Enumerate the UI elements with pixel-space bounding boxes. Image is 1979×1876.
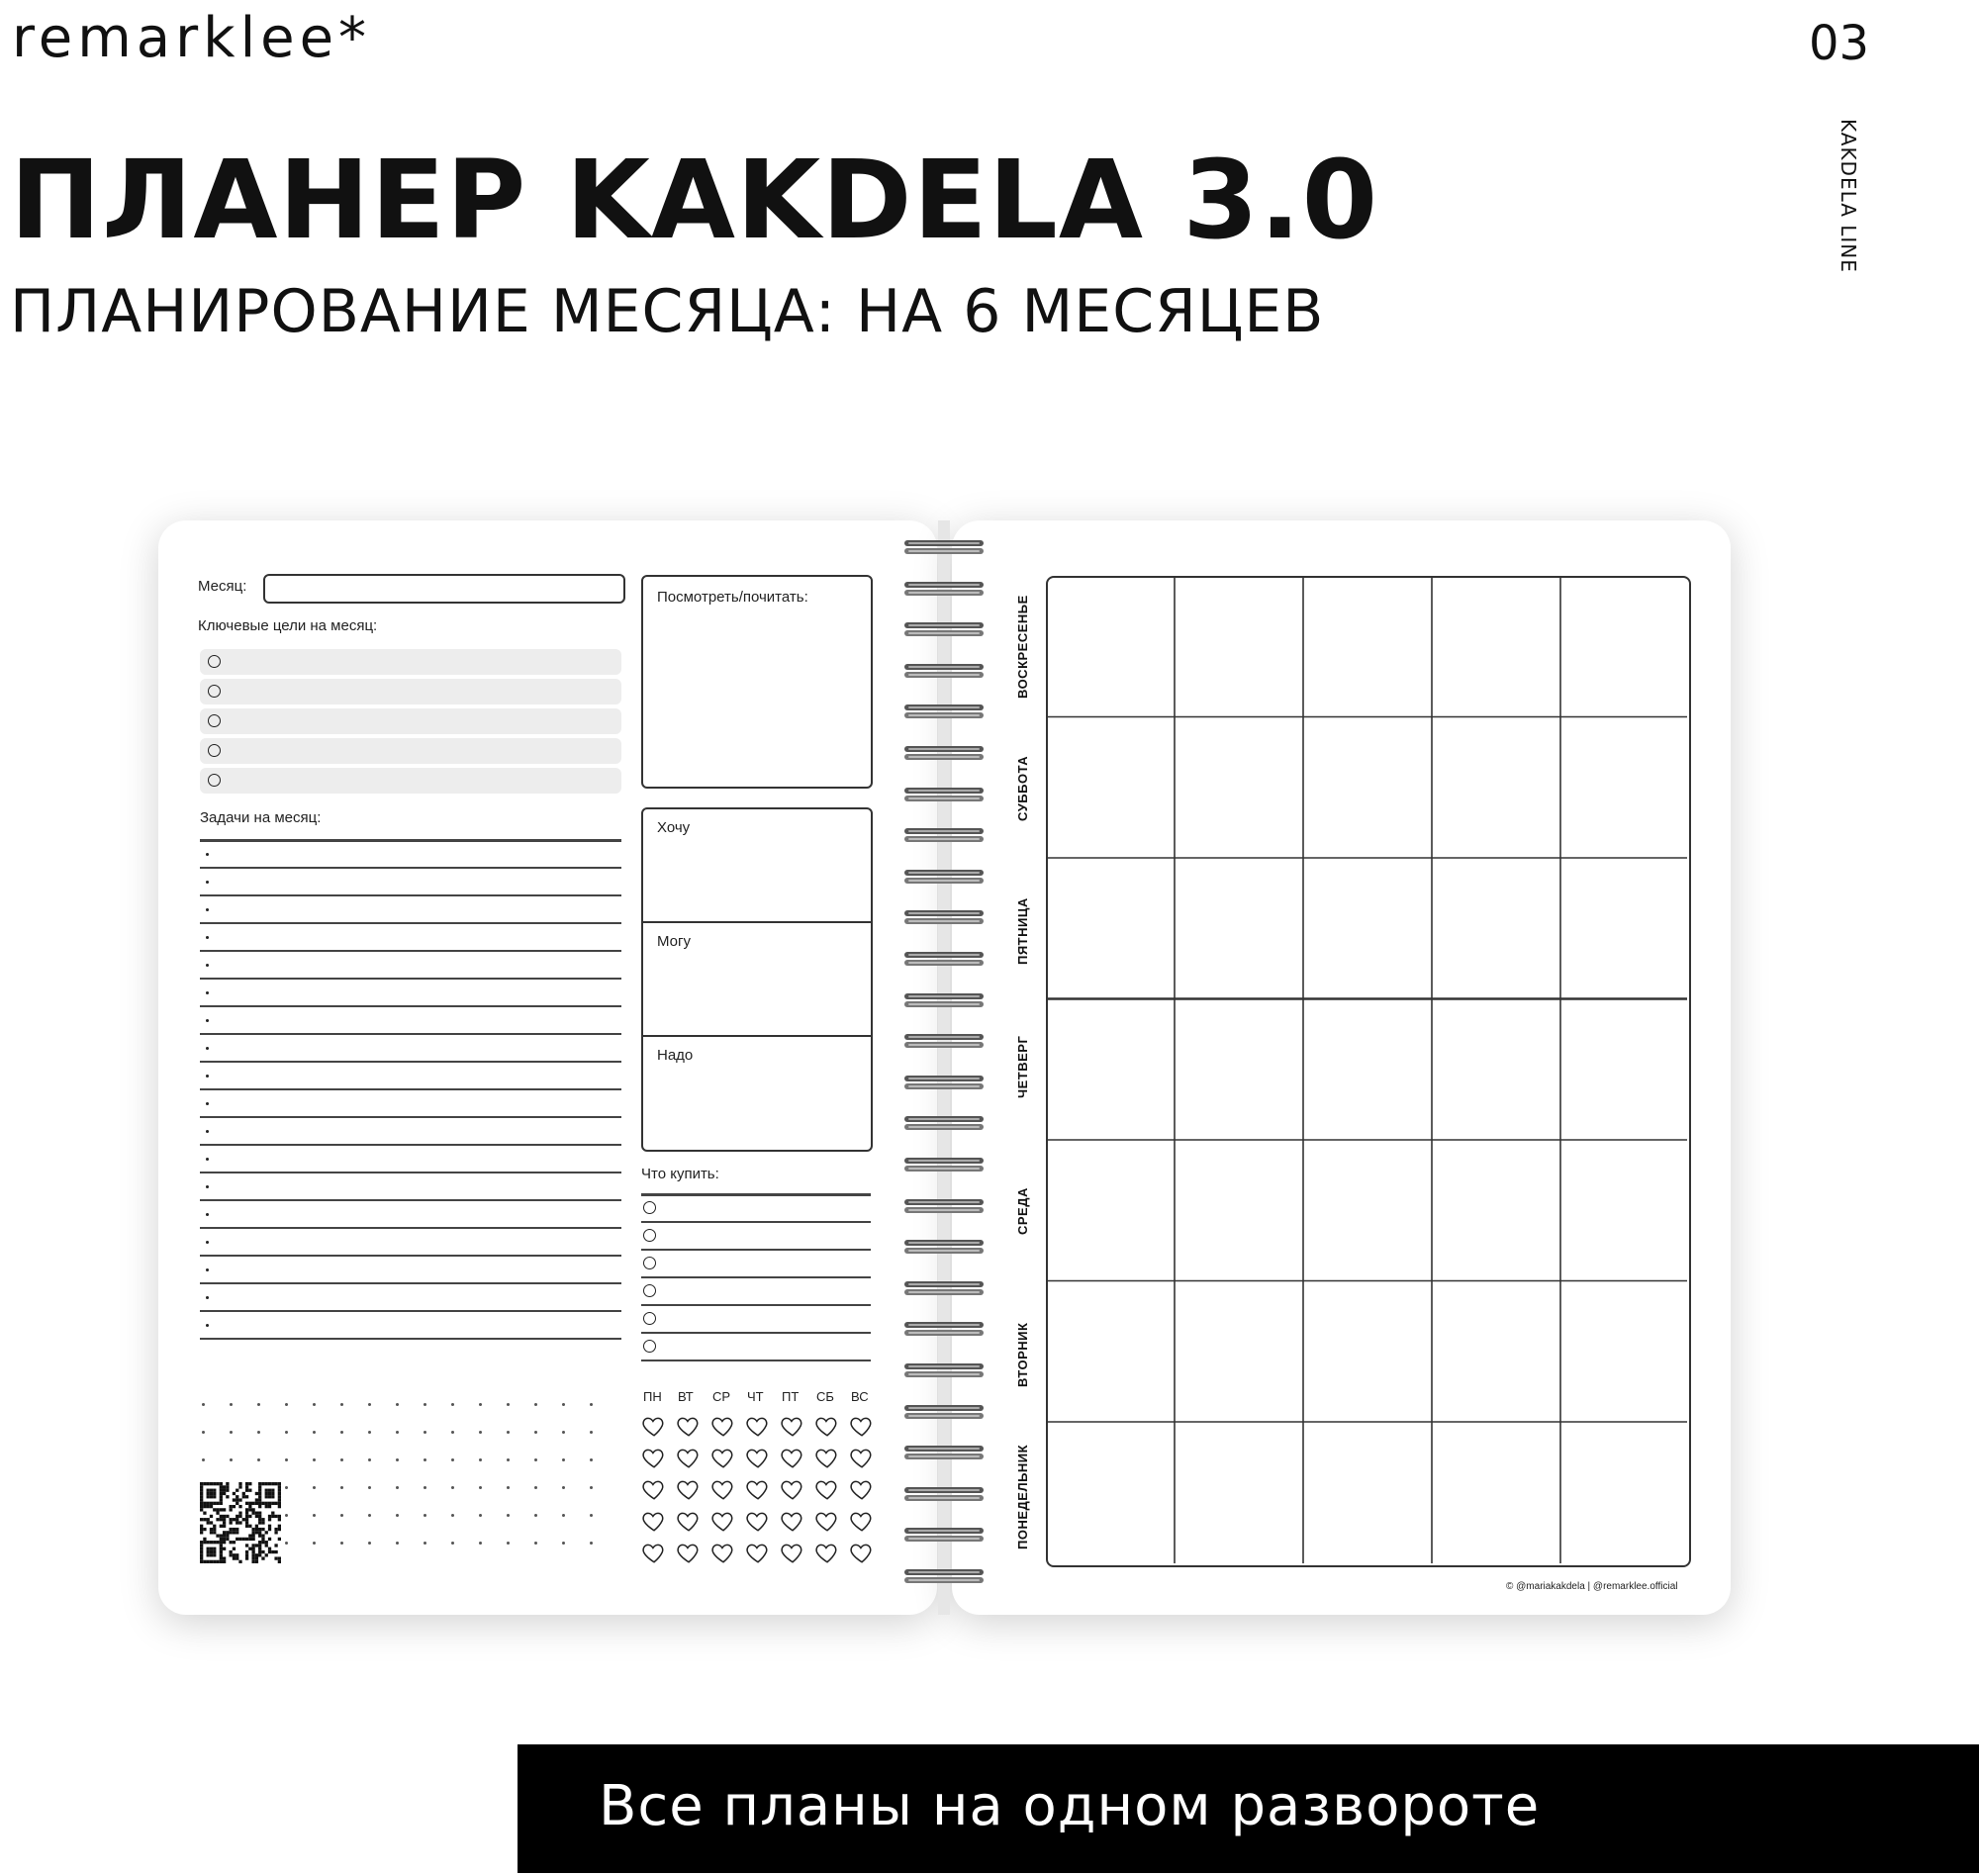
grid-dot bbox=[424, 1403, 426, 1406]
heart-icon[interactable] bbox=[641, 1476, 667, 1502]
heart-icon[interactable] bbox=[710, 1540, 736, 1565]
buy-line bbox=[641, 1332, 871, 1334]
goal-row[interactable] bbox=[200, 738, 621, 764]
day-sunday: ВОСКРЕСЕНЬЕ bbox=[1015, 595, 1030, 699]
grid-dot bbox=[396, 1542, 399, 1545]
spiral-ring bbox=[902, 1320, 986, 1338]
day-thursday: ЧЕТВЕРГ bbox=[1015, 1035, 1030, 1098]
heart-icon[interactable] bbox=[780, 1413, 805, 1439]
spiral-ring bbox=[902, 1197, 986, 1215]
spiral-ring bbox=[902, 1485, 986, 1503]
task-line bbox=[200, 1088, 621, 1090]
heart-icon[interactable] bbox=[745, 1508, 771, 1534]
grid-dot bbox=[368, 1486, 371, 1489]
page-number: 03 bbox=[1809, 16, 1870, 71]
grid-dot bbox=[590, 1486, 593, 1489]
bullet-dot bbox=[206, 1241, 209, 1244]
goal-row[interactable] bbox=[200, 649, 621, 675]
spiral-ring bbox=[902, 1114, 986, 1132]
divider bbox=[643, 1035, 871, 1037]
bullet-dot bbox=[206, 1185, 209, 1188]
bullet-dot bbox=[206, 1130, 209, 1133]
grid-dot bbox=[451, 1403, 454, 1406]
grid-dot bbox=[313, 1542, 316, 1545]
grid-dot bbox=[368, 1403, 371, 1406]
grid-dot bbox=[479, 1403, 482, 1406]
grid-dot bbox=[507, 1514, 510, 1517]
grid-dot bbox=[590, 1514, 593, 1517]
spiral-ring bbox=[902, 1156, 986, 1173]
goal-row[interactable] bbox=[200, 679, 621, 704]
grid-dot bbox=[424, 1514, 426, 1517]
grid-dot bbox=[340, 1458, 343, 1461]
spiral-ring bbox=[902, 1444, 986, 1461]
checkbox-circle-icon bbox=[643, 1312, 656, 1325]
spiral-ring bbox=[902, 786, 986, 803]
spiral-ring bbox=[902, 1403, 986, 1421]
weekday-sun: ВС bbox=[851, 1389, 869, 1404]
spiral-binding bbox=[902, 520, 986, 1615]
spiral-ring bbox=[902, 1032, 986, 1050]
task-line bbox=[200, 867, 621, 869]
grid-dot bbox=[562, 1514, 565, 1517]
goal-row[interactable] bbox=[200, 708, 621, 734]
grid-dot bbox=[590, 1403, 593, 1406]
bullet-dot bbox=[206, 881, 209, 884]
grid-dot bbox=[285, 1403, 288, 1406]
heart-icon[interactable] bbox=[745, 1413, 771, 1439]
watch-read-box[interactable] bbox=[641, 575, 873, 789]
heart-icon[interactable] bbox=[849, 1445, 875, 1470]
heart-icon[interactable] bbox=[745, 1476, 771, 1502]
grid-dot bbox=[424, 1458, 426, 1461]
heart-icon[interactable] bbox=[641, 1445, 667, 1470]
grid-dot bbox=[451, 1458, 454, 1461]
grid-dot bbox=[534, 1514, 537, 1517]
bullet-dot bbox=[206, 1075, 209, 1078]
grid-dot bbox=[479, 1514, 482, 1517]
day-wednesday: СРЕДА bbox=[1015, 1187, 1030, 1235]
heart-icon[interactable] bbox=[676, 1508, 702, 1534]
grid-dot bbox=[313, 1403, 316, 1406]
grid-dot bbox=[396, 1403, 399, 1406]
checkbox-circle-icon bbox=[643, 1257, 656, 1269]
copyright-text: © @mariakakdela | @remarklee.official bbox=[1506, 1581, 1678, 1592]
grid-dot bbox=[313, 1458, 316, 1461]
grid-dot bbox=[368, 1514, 371, 1517]
grid-dot bbox=[534, 1486, 537, 1489]
spiral-ring bbox=[902, 950, 986, 968]
task-line bbox=[200, 1282, 621, 1284]
spiral-ring bbox=[902, 662, 986, 680]
grid-dot bbox=[285, 1486, 288, 1489]
grid-dot bbox=[340, 1514, 343, 1517]
spiral-ring bbox=[902, 1361, 986, 1379]
bullet-dot bbox=[206, 1324, 209, 1327]
task-line bbox=[200, 978, 621, 980]
heart-icon[interactable] bbox=[814, 1540, 840, 1565]
want-can-need-box bbox=[641, 807, 873, 1152]
task-line bbox=[200, 1116, 621, 1118]
goals-label: Ключевые цели на месяц: bbox=[198, 617, 378, 634]
grid-dot bbox=[534, 1458, 537, 1461]
grid-dot bbox=[507, 1458, 510, 1461]
grid-dot bbox=[424, 1431, 426, 1434]
grid-dot bbox=[424, 1486, 426, 1489]
page-subtitle: ПЛАНИРОВАНИЕ МЕСЯЦА: НА 6 МЕСЯЦЕВ bbox=[10, 277, 1325, 346]
spiral-ring bbox=[902, 744, 986, 762]
buy-line bbox=[641, 1221, 871, 1223]
checkbox-circle-icon bbox=[643, 1201, 656, 1214]
grid-dot bbox=[368, 1458, 371, 1461]
grid-dot bbox=[534, 1403, 537, 1406]
bullet-dot bbox=[206, 1296, 209, 1299]
grid-dot bbox=[202, 1431, 205, 1434]
checkbox-circle-icon bbox=[208, 774, 221, 787]
tasks-label: Задачи на месяц: bbox=[200, 809, 322, 826]
day-tuesday: ВТОРНИК bbox=[1015, 1322, 1030, 1387]
checkbox-circle-icon bbox=[208, 714, 221, 727]
heart-icon[interactable] bbox=[676, 1540, 702, 1565]
task-line bbox=[200, 839, 621, 842]
heart-icon[interactable] bbox=[641, 1508, 667, 1534]
heart-icon[interactable] bbox=[676, 1476, 702, 1502]
task-line bbox=[200, 1172, 621, 1173]
weekday-thu: ЧТ bbox=[747, 1389, 764, 1404]
checkbox-circle-icon bbox=[208, 685, 221, 698]
grid-dot bbox=[257, 1403, 260, 1406]
grid-dot bbox=[202, 1458, 205, 1461]
heart-icon[interactable] bbox=[814, 1508, 840, 1534]
bullet-dot bbox=[206, 1213, 209, 1216]
bullet-dot bbox=[206, 964, 209, 967]
grid-dot bbox=[285, 1542, 288, 1545]
buy-line bbox=[641, 1193, 871, 1196]
spiral-ring bbox=[902, 620, 986, 638]
bullet-dot bbox=[206, 936, 209, 939]
grid-dot bbox=[285, 1431, 288, 1434]
checkbox-circle-icon bbox=[208, 744, 221, 757]
grid-dot bbox=[285, 1514, 288, 1517]
task-line bbox=[200, 1310, 621, 1312]
grid-dot bbox=[257, 1458, 260, 1461]
spiral-ring bbox=[902, 826, 986, 844]
grid-dot bbox=[313, 1514, 316, 1517]
page-title: ПЛАНЕР KAKDELA 3.0 bbox=[10, 137, 1379, 263]
bullet-dot bbox=[206, 1047, 209, 1050]
grid-dot bbox=[230, 1458, 233, 1461]
heart-icon[interactable] bbox=[745, 1445, 771, 1470]
grid-dot bbox=[534, 1431, 537, 1434]
bullet-dot bbox=[206, 1158, 209, 1161]
need-label: Надо bbox=[657, 1047, 694, 1064]
buy-line bbox=[641, 1276, 871, 1278]
grid-dot bbox=[368, 1431, 371, 1434]
weekday-fri: ПТ bbox=[782, 1389, 800, 1404]
grid-dot bbox=[451, 1431, 454, 1434]
bullet-dot bbox=[206, 1102, 209, 1105]
task-line bbox=[200, 922, 621, 924]
spiral-ring bbox=[902, 1074, 986, 1091]
bullet-dot bbox=[206, 991, 209, 994]
spiral-ring bbox=[902, 908, 986, 926]
grid-dot bbox=[396, 1514, 399, 1517]
grid-dot bbox=[562, 1542, 565, 1545]
grid-dot bbox=[368, 1542, 371, 1545]
weekday-tue: ВТ bbox=[678, 1389, 694, 1404]
qr-code bbox=[200, 1482, 281, 1563]
watch-read-label: Посмотреть/почитать: bbox=[657, 589, 808, 606]
left-planner-page bbox=[158, 520, 937, 1615]
spiral-ring bbox=[902, 868, 986, 886]
brand-logo: remarklee* bbox=[12, 6, 372, 70]
task-line bbox=[200, 1061, 621, 1063]
grid-dot bbox=[479, 1542, 482, 1545]
month-label: Месяц: bbox=[198, 578, 247, 595]
task-line bbox=[200, 1338, 621, 1340]
heart-icon[interactable] bbox=[676, 1413, 702, 1439]
grid-dot bbox=[590, 1458, 593, 1461]
grid-dot bbox=[479, 1431, 482, 1434]
task-line bbox=[200, 1033, 621, 1035]
checkbox-circle-icon bbox=[643, 1284, 656, 1297]
heart-icon[interactable] bbox=[780, 1445, 805, 1470]
bullet-dot bbox=[206, 1019, 209, 1022]
task-line bbox=[200, 1005, 621, 1007]
grid-dot bbox=[562, 1403, 565, 1406]
goal-row[interactable] bbox=[200, 768, 621, 794]
spiral-ring bbox=[902, 1526, 986, 1544]
heart-icon[interactable] bbox=[780, 1540, 805, 1565]
heart-icon[interactable] bbox=[780, 1508, 805, 1534]
spiral-ring bbox=[902, 1567, 986, 1585]
heart-icon[interactable] bbox=[849, 1476, 875, 1502]
grid-dot bbox=[340, 1431, 343, 1434]
grid-dot bbox=[507, 1486, 510, 1489]
grid-dot bbox=[479, 1458, 482, 1461]
grid-dot bbox=[396, 1458, 399, 1461]
task-line bbox=[200, 894, 621, 896]
heart-icon[interactable] bbox=[849, 1413, 875, 1439]
grid-dot bbox=[451, 1514, 454, 1517]
heart-icon[interactable] bbox=[814, 1413, 840, 1439]
heart-icon[interactable] bbox=[745, 1540, 771, 1565]
grid-dot bbox=[424, 1542, 426, 1545]
buy-line bbox=[641, 1249, 871, 1251]
grid-dot bbox=[340, 1403, 343, 1406]
month-field[interactable] bbox=[263, 574, 625, 604]
grid-dot bbox=[340, 1542, 343, 1545]
weekday-wed: СР bbox=[712, 1389, 731, 1404]
heart-icon[interactable] bbox=[710, 1508, 736, 1534]
bullet-dot bbox=[206, 1268, 209, 1271]
grid-dot bbox=[479, 1486, 482, 1489]
bullet-dot bbox=[206, 908, 209, 911]
task-line bbox=[200, 1144, 621, 1146]
heart-icon[interactable] bbox=[710, 1476, 736, 1502]
grid-dot bbox=[313, 1431, 316, 1434]
buy-line bbox=[641, 1360, 871, 1361]
grid-dot bbox=[202, 1403, 205, 1406]
grid-dot bbox=[590, 1431, 593, 1434]
day-saturday: СУББОТА bbox=[1015, 755, 1030, 821]
spiral-ring bbox=[902, 703, 986, 720]
side-label: KAKDELA LINE bbox=[1837, 119, 1860, 273]
banner-text: Все планы на одном развороте bbox=[599, 1774, 1541, 1838]
heart-icon[interactable] bbox=[641, 1540, 667, 1565]
checkbox-circle-icon bbox=[643, 1229, 656, 1242]
heart-icon[interactable] bbox=[710, 1413, 736, 1439]
heart-icon[interactable] bbox=[849, 1508, 875, 1534]
heart-icon[interactable] bbox=[676, 1445, 702, 1470]
task-line bbox=[200, 1227, 621, 1229]
grid-dot bbox=[396, 1486, 399, 1489]
weekday-mon: ПН bbox=[643, 1389, 662, 1404]
day-friday: ПЯТНИЦА bbox=[1015, 897, 1030, 965]
want-label: Хочу bbox=[657, 819, 691, 836]
spiral-ring bbox=[902, 538, 986, 556]
can-label: Могу bbox=[657, 933, 691, 950]
grid-dot bbox=[562, 1486, 565, 1489]
weekday-sat: СБ bbox=[816, 1389, 834, 1404]
day-monday: ПОНЕДЕЛЬНИК bbox=[1015, 1444, 1030, 1549]
calendar-grid bbox=[1046, 576, 1691, 1567]
bottom-banner bbox=[518, 1744, 1979, 1873]
grid-dot bbox=[257, 1431, 260, 1434]
grid-dot bbox=[285, 1458, 288, 1461]
buy-line bbox=[641, 1304, 871, 1306]
spiral-ring bbox=[902, 1279, 986, 1297]
grid-dot bbox=[451, 1542, 454, 1545]
checkbox-circle-icon bbox=[208, 655, 221, 668]
spiral-ring bbox=[902, 991, 986, 1009]
task-line bbox=[200, 1255, 621, 1257]
bullet-dot bbox=[206, 853, 209, 856]
spiral-ring bbox=[902, 580, 986, 598]
divider bbox=[643, 921, 871, 923]
grid-dot bbox=[590, 1542, 593, 1545]
grid-dot bbox=[534, 1542, 537, 1545]
grid-dot bbox=[340, 1486, 343, 1489]
grid-dot bbox=[562, 1431, 565, 1434]
grid-dot bbox=[507, 1403, 510, 1406]
grid-dot bbox=[230, 1403, 233, 1406]
heart-icon[interactable] bbox=[849, 1540, 875, 1565]
heart-icon[interactable] bbox=[710, 1445, 736, 1470]
grid-dot bbox=[451, 1486, 454, 1489]
grid-dot bbox=[313, 1486, 316, 1489]
task-line bbox=[200, 950, 621, 952]
task-line bbox=[200, 1199, 621, 1201]
heart-icon[interactable] bbox=[641, 1413, 667, 1439]
heart-icon[interactable] bbox=[780, 1476, 805, 1502]
grid-dot bbox=[396, 1431, 399, 1434]
heart-icon[interactable] bbox=[814, 1476, 840, 1502]
buy-label: Что купить: bbox=[641, 1166, 719, 1182]
spiral-ring bbox=[902, 1238, 986, 1256]
grid-dot bbox=[562, 1458, 565, 1461]
checkbox-circle-icon bbox=[643, 1340, 656, 1353]
grid-dot bbox=[507, 1431, 510, 1434]
heart-icon[interactable] bbox=[814, 1445, 840, 1470]
grid-dot bbox=[230, 1431, 233, 1434]
grid-dot bbox=[507, 1542, 510, 1545]
